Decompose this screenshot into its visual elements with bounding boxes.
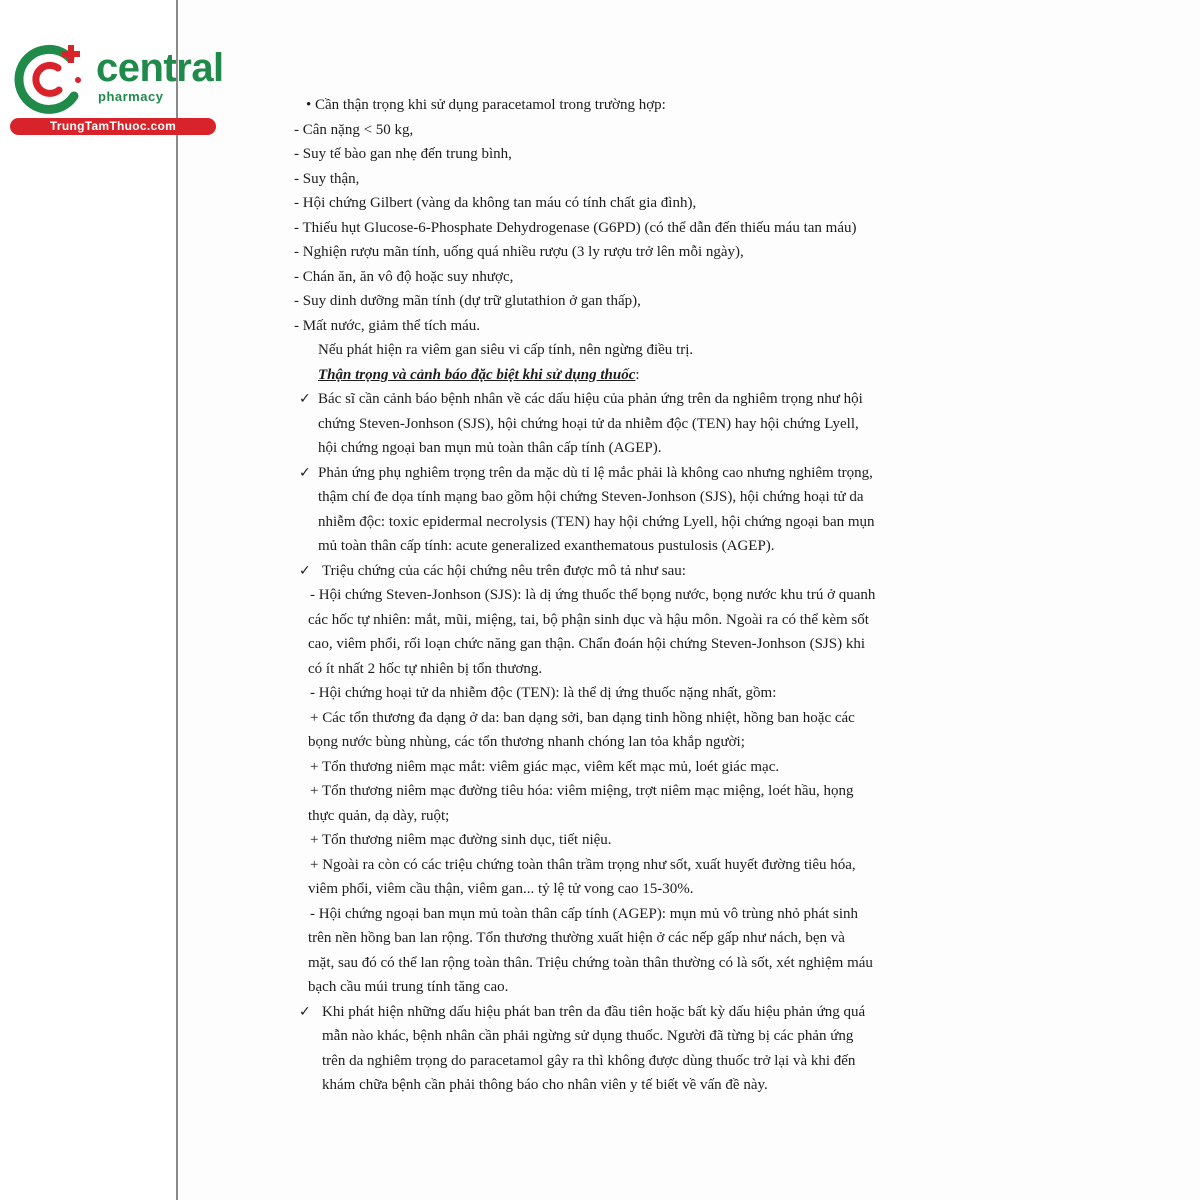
logo-subtitle: pharmacy <box>98 89 164 104</box>
section-heading-line <box>294 363 964 388</box>
pharmacy-logo-icon <box>12 40 90 118</box>
caution-item: - Chán ăn, ăn vô độ hoặc suy nhược, <box>294 268 514 285</box>
check-item-2 <box>294 461 964 559</box>
caution-item: - Hội chứng Gilbert (vàng da không tan máu có tính chất gia đình), <box>294 195 697 211</box>
caution-item: - Suy thận, <box>294 170 360 187</box>
check-4-line: trên da nghiêm trọng do paracetamol gây ra thì không được dùng thuốc trở lại và khi đến <box>322 1052 856 1069</box>
sjs-line: các hốc tự nhiên: mắt, mũi, miệng, tai, bộ phận sinh dục và hậu môn. Ngoài ra có thể kèm sốt <box>308 611 869 628</box>
check-2-line: nhiễm độc: toxic epidermal necrolysis (TEN) hay hội chứng Lyell, hội chứng ngoại ban mụn <box>318 513 875 530</box>
agep-line: mặt, sau đó có thể lan rộng toàn thân. Triệu chứng toàn thân thường có là sốt, xét nghiệm máu <box>308 954 873 971</box>
logo-url: TrungTamThuoc.com <box>10 118 216 135</box>
agep-line: bạch cầu múi trung tính tăng cao. <box>308 979 509 995</box>
ten-line: + Các tổn thương đa dạng ở da: ban dạng sởi, ban dạng tinh hồng nhiệt, hồng ban hoặc các <box>310 709 855 726</box>
check-1-line: chứng Steven-Jonhson (SJS), hội chứng hoại tử da nhiễm độc (TEN) hay hội chứng Lyell, <box>318 415 859 432</box>
document-body <box>294 93 964 1098</box>
sjs-line: - Hội chứng Steven-Jonhson (SJS): là dị ứng thuốc thể bọng nước, bọng nước khu trú ở quanh <box>310 587 876 603</box>
check-2-line: mủ toàn thân cấp tính: acute generalized exanthematous pustulosis (AGEP). <box>318 538 775 554</box>
check-2-line: Phản ứng phụ nghiêm trọng trên da mặc dù tỉ lệ mắc phải là không cao nhưng nghiêm trọng, <box>318 464 873 481</box>
ten-line: bọng nước bùng nhùng, các tổn thương nhanh chóng lan tỏa khắp người; <box>308 734 745 750</box>
check-mark-icon: ✓ <box>299 391 311 407</box>
check-3-text: Triệu chứng của các hội chứng nêu trên được mô tả như sau: <box>322 562 686 579</box>
caution-item: - Nghiện rượu mãn tính, uống quá nhiều rượu (3 ly rượu trở lên mỗi ngày), <box>294 244 744 260</box>
check-2-line: thậm chí đe dọa tính mạng bao gồm hội chứng Steven-Jonhson (SJS), hội chứng hoại tử da <box>318 489 864 505</box>
check-item-1 <box>294 387 964 461</box>
intro-line: • Cần thận trọng khi sử dụng paracetamol trong trường hợp: <box>306 97 666 113</box>
check-1-line: Bác sĩ cần cảnh báo bệnh nhân về các dấu hiệu của phản ứng trên da nghiêm trọng như hội <box>318 391 863 407</box>
section-heading: Thận trọng và cảnh báo đặc biệt khi sử dụng thuốc <box>318 366 636 383</box>
agep-line: trên nền hồng ban lan rộng. Tổn thương thường xuất hiện ở các nếp gấp như nách, bẹn và <box>308 930 845 946</box>
ten-line: + Ngoài ra còn có các triệu chứng toàn thân trầm trọng như sốt, xuất huyết đường tiêu hóa, <box>310 856 856 873</box>
agep-paragraph <box>294 902 964 1000</box>
ten-line: + Tổn thương niêm mạc mắt: viêm giác mạc, viêm kết mạc mủ, loét giác mạc. <box>310 758 780 775</box>
check-mark-icon: ✓ <box>299 562 311 579</box>
ten-line: + Tổn thương niêm mạc đường tiêu hóa: viêm miệng, trợt niêm mạc miệng, loét hầu, họng <box>310 783 854 799</box>
caution-item: - Cân nặng < 50 kg, <box>294 121 414 138</box>
sjs-line: có ít nhất 2 hốc tự nhiên bị tổn thương. <box>308 660 543 677</box>
hepatitis-note: Nếu phát hiện ra viêm gan siêu vi cấp tính, nên ngừng điều trị. <box>318 342 694 358</box>
sjs-paragraph <box>294 583 964 681</box>
ten-intro: - Hội chứng hoại tử da nhiễm độc (TEN): là thể dị ứng thuốc nặng nhất, gồm: <box>310 685 777 701</box>
ten-line: thực quản, dạ dày, ruột; <box>308 807 450 824</box>
pharmacy-logo <box>8 36 224 136</box>
caution-item: - Mất nước, giảm thể tích máu. <box>294 317 481 334</box>
check-item-4 <box>294 1000 964 1098</box>
caution-list <box>294 118 964 339</box>
check-item-3 <box>294 559 964 584</box>
check-4-line: khám chữa bệnh cần phải thông báo cho nhân viên y tế biết về vấn đề này. <box>322 1077 768 1093</box>
ten-list <box>294 706 964 902</box>
caution-item: - Suy tế bào gan nhẹ đến trung bình, <box>294 146 512 162</box>
section-heading-colon: : <box>635 366 640 383</box>
page-edge <box>176 0 178 1200</box>
caution-item: - Suy dinh dưỡng mãn tính (dự trữ glutathion ở gan thấp), <box>294 293 641 309</box>
sjs-line: cao, viêm phổi, rối loạn chức năng gan thận. Chẩn đoán hội chứng Steven-Jonhson (SJS) khi <box>308 636 865 652</box>
check-mark-icon: ✓ <box>299 464 311 481</box>
check-1-line: hội chứng ngoại ban mụn mủ toàn thân cấp tính (AGEP). <box>318 440 662 456</box>
ten-line: viêm phổi, viêm cầu thận, viêm gan... tỷ lệ tử vong cao 15-30%. <box>308 881 694 897</box>
ten-line: + Tổn thương niêm mạc đường sinh dục, tiết niệu. <box>310 832 612 848</box>
caution-item: - Thiếu hụt Glucose-6-Phosphate Dehydrogenase (G6PD) (có thể dẫn đến thiếu máu tan máu) <box>294 219 857 236</box>
check-4-line: mẫn nào khác, bệnh nhân cần phải ngừng sử dụng thuốc. Người đã từng bị các phản ứng <box>322 1028 854 1044</box>
check-4-line: Khi phát hiện những dấu hiệu phát ban trên da đầu tiên hoặc bất kỳ dấu hiệu phản ứng quá <box>322 1003 866 1020</box>
logo-name: central <box>96 46 224 90</box>
agep-line: - Hội chứng ngoại ban mụn mủ toàn thân cấp tính (AGEP): mụn mủ vô trùng nhỏ phát sinh <box>310 905 859 922</box>
check-mark-icon: ✓ <box>299 1003 311 1020</box>
